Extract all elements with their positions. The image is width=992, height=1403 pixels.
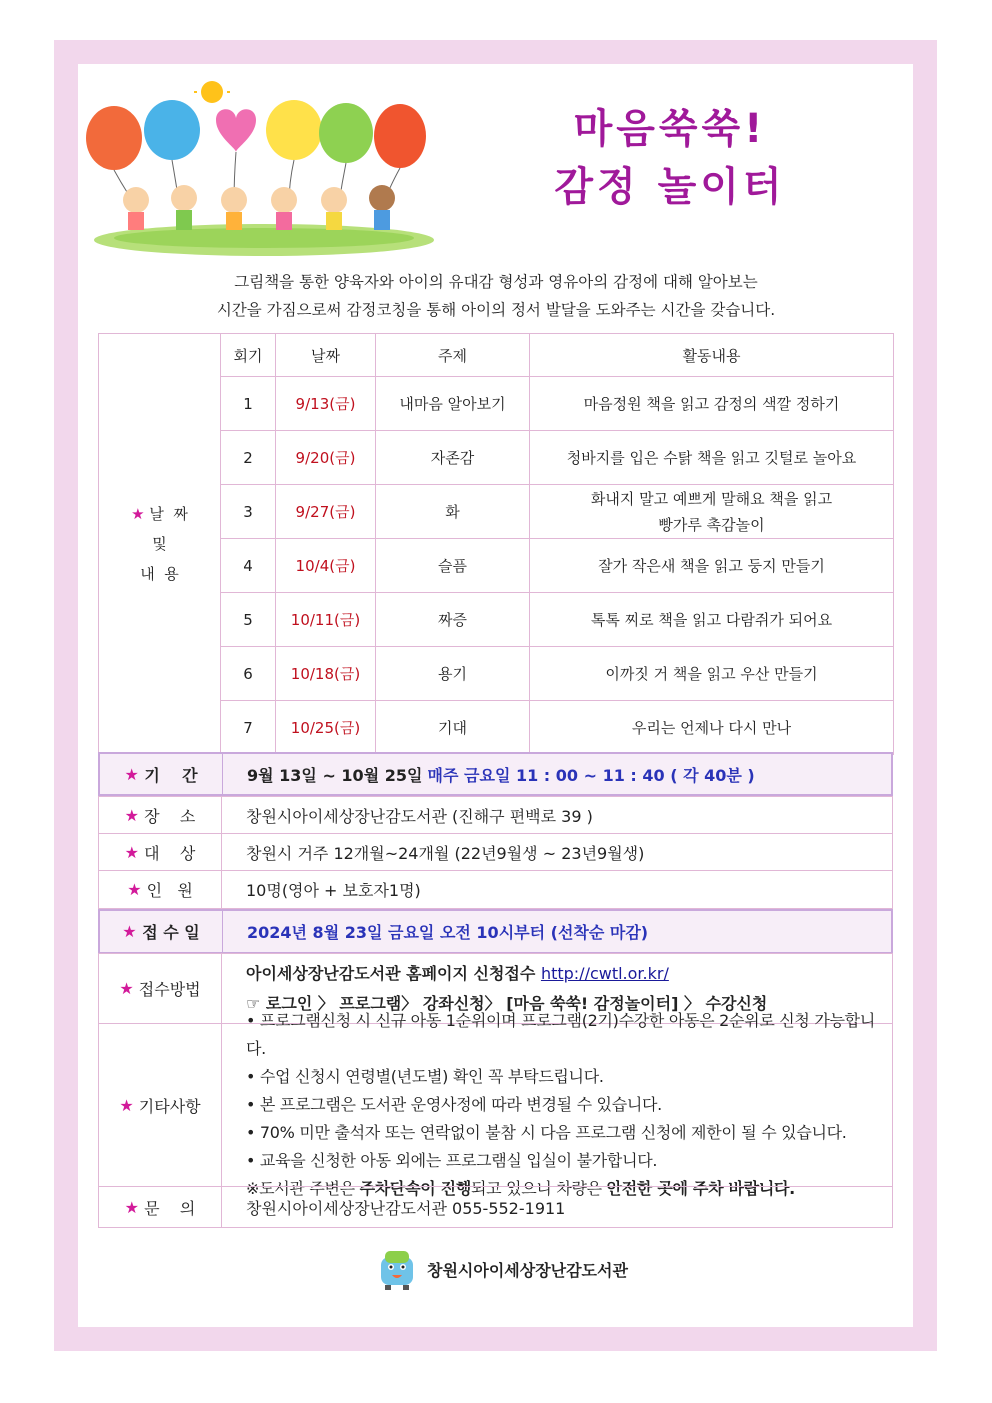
note-item: • 본 프로그램은 도서관 운영사정에 따라 변경될 수 있습니다. bbox=[246, 1095, 662, 1114]
session-topic: 슬픔 bbox=[376, 539, 530, 593]
session-topic: 내마음 알아보기 bbox=[376, 377, 530, 431]
capacity-label-cell bbox=[99, 871, 222, 908]
schedule-label-2: 및 bbox=[152, 535, 167, 553]
intro-text bbox=[100, 268, 892, 324]
parking-note-b: 주차단속이 진행 bbox=[359, 1179, 471, 1198]
method-line-1: 아이세상장난감도서관 홈페이지 신청접수 bbox=[246, 963, 536, 983]
star-icon: ★ bbox=[124, 1197, 139, 1217]
notes-label: 기타사항 bbox=[138, 1096, 201, 1116]
inquiry-row bbox=[98, 1186, 893, 1228]
target-label-cell bbox=[99, 834, 222, 870]
notes-value-cell bbox=[222, 1011, 892, 1198]
session-activity: 톡톡 찌로 책을 읽고 다람쥐가 되어요 bbox=[530, 593, 894, 647]
place-label: 장 소 bbox=[144, 806, 196, 826]
target-value: 창원시 거주 12개월~24개월 (22년9월생 ~ 23년9월생) bbox=[246, 843, 645, 863]
note-item: • 수업 신청시 연령별(년도별) 확인 꼭 부탁드립니다. bbox=[246, 1067, 604, 1086]
schedule-label-1: 날 짜 bbox=[149, 505, 188, 523]
header-session: 회기 bbox=[221, 334, 276, 377]
session-topic: 용기 bbox=[376, 647, 530, 701]
session-topic: 자존감 bbox=[376, 431, 530, 485]
reception-label-cell bbox=[100, 911, 223, 952]
note-item: • 교육을 신청한 아동 외에는 프로그램실 입실이 불가합니다. bbox=[246, 1151, 658, 1170]
session-date: 10/4(금) bbox=[276, 539, 376, 593]
schedule-label-cell bbox=[99, 334, 221, 755]
method-label-cell bbox=[99, 954, 222, 1023]
session-number: 6 bbox=[221, 647, 276, 701]
parking-note-c: 되고 있으니 차량은 bbox=[471, 1179, 607, 1198]
place-row bbox=[98, 796, 893, 834]
session-number: 4 bbox=[221, 539, 276, 593]
session-activity: 잘가 작은새 책을 읽고 둥지 만들기 bbox=[530, 539, 894, 593]
session-number: 2 bbox=[221, 431, 276, 485]
session-date: 10/11(금) bbox=[276, 593, 376, 647]
star-icon: ★ bbox=[127, 880, 142, 899]
period-value-cell bbox=[223, 754, 891, 794]
reception-label: 접 수 일 bbox=[142, 923, 200, 942]
period-dates: 9월 13일 ~ 10월 25일 bbox=[247, 765, 423, 785]
session-activity-line-2: 빵가루 촉감놀이 bbox=[658, 515, 765, 534]
session-date: 9/20(금) bbox=[276, 431, 376, 485]
reception-row bbox=[98, 909, 893, 954]
parking-note-a: ※도서관 주변은 bbox=[246, 1179, 360, 1198]
star-icon: ★ bbox=[119, 1095, 134, 1115]
place-value: 창원시아이세상장난감도서관 (진해구 편백로 39 ) bbox=[246, 806, 593, 826]
session-number: 5 bbox=[221, 593, 276, 647]
session-number: 3 bbox=[221, 485, 276, 539]
star-icon: ★ bbox=[119, 979, 134, 998]
session-topic: 기대 bbox=[376, 701, 530, 755]
session-activity: 청바지를 입은 수탉 책을 읽고 깃털로 놀아요 bbox=[530, 431, 894, 485]
capacity-label: 인 원 bbox=[146, 881, 193, 900]
star-icon: ★ bbox=[124, 805, 139, 825]
place-label-cell bbox=[99, 797, 222, 833]
inquiry-label: 문 의 bbox=[144, 1198, 196, 1218]
homepage-link[interactable]: http://cwtl.or.kr/ bbox=[540, 963, 669, 983]
inquiry-label-cell bbox=[99, 1187, 222, 1227]
header-topic: 주제 bbox=[376, 334, 530, 377]
schedule-label-3: 내 용 bbox=[140, 565, 179, 583]
period-label-cell bbox=[100, 754, 223, 794]
session-activity: 우리는 언제나 다시 만나 bbox=[530, 701, 894, 755]
star-icon: ★ bbox=[131, 505, 145, 523]
schedule-table bbox=[98, 333, 894, 755]
session-date: 9/27(금) bbox=[276, 485, 376, 539]
star-icon: ★ bbox=[122, 922, 137, 941]
session-topic: 화 bbox=[376, 485, 530, 539]
capacity-value: 10명(영아 + 보호자1명) bbox=[246, 881, 421, 900]
session-topic: 짜증 bbox=[376, 593, 530, 647]
session-activity bbox=[530, 485, 894, 539]
session-activity-line-1: 화내지 말고 예쁘게 말해요 책을 읽고 bbox=[590, 489, 833, 508]
note-item: • 프로그램신청 시 신규 아동 1순위이며 프로그램(2기)수강한 아동은 2순위로 신청 가능합니다. bbox=[246, 1011, 875, 1058]
reception-value: 2024년 8월 23일 금요일 오전 10시부터 (선착순 마감) bbox=[247, 923, 649, 942]
target-label: 대 상 bbox=[144, 843, 196, 863]
notes-row bbox=[98, 1011, 893, 1198]
period-row bbox=[98, 752, 893, 796]
intro-line-2: 시간을 가짐으로써 감정코칭을 통해 아이의 정서 발달을 도와주는 시간을 갖습니다. bbox=[216, 301, 776, 319]
schedule-header-row bbox=[99, 334, 894, 377]
star-icon: ★ bbox=[124, 764, 139, 784]
session-number: 7 bbox=[221, 701, 276, 755]
intro-line-1: 그림책을 통한 양육자와 아이의 유대감 형성과 영유아의 감정에 대해 알아보는 bbox=[234, 273, 758, 291]
period-label: 기 간 bbox=[144, 765, 198, 785]
title-line-2: 감정 놀이터 bbox=[554, 164, 786, 210]
library-mascot-icon bbox=[375, 1247, 419, 1291]
parking-note-d: 안전한 곳에 주차 바랍니다. bbox=[606, 1179, 795, 1198]
footer-logo bbox=[375, 1245, 665, 1293]
session-date: 10/18(금) bbox=[276, 647, 376, 701]
method-label: 접수방법 bbox=[138, 980, 201, 999]
title-line-1: 마음쑥쑥! bbox=[573, 106, 767, 152]
program-title bbox=[520, 100, 820, 216]
target-row bbox=[98, 833, 893, 871]
capacity-row bbox=[98, 870, 893, 909]
session-date: 10/25(금) bbox=[276, 701, 376, 755]
method-line-2: ☞ 로그인 〉 프로그램〉 강좌신청〉 [마음 쑥쑥! 감정놀이터] 〉 수강신청 bbox=[246, 993, 768, 1013]
period-time: 매주 금요일 11 : 00 ~ 11 : 40 ( 각 40분 ) bbox=[427, 765, 755, 785]
notes-label-cell bbox=[99, 1024, 222, 1186]
session-date: 9/13(금) bbox=[276, 377, 376, 431]
inquiry-value: 창원시아이세상장난감도서관 055-552-1911 bbox=[246, 1198, 566, 1218]
note-item: • 70% 미만 출석자 또는 연락없이 불참 시 다음 프로그램 신청에 제한이 될 수 있습니다. bbox=[246, 1123, 847, 1142]
session-activity: 마음정원 책을 읽고 감정의 색깔 정하기 bbox=[530, 377, 894, 431]
session-activity: 이까짓 거 책을 읽고 우산 만들기 bbox=[530, 647, 894, 701]
header-activity: 활동내용 bbox=[530, 334, 894, 377]
library-name: 창원시아이세상장난감도서관 bbox=[427, 1260, 628, 1280]
session-number: 1 bbox=[221, 377, 276, 431]
star-icon: ★ bbox=[124, 842, 139, 862]
balloons-kids-illustration bbox=[84, 78, 444, 258]
header-date: 날짜 bbox=[276, 334, 376, 377]
